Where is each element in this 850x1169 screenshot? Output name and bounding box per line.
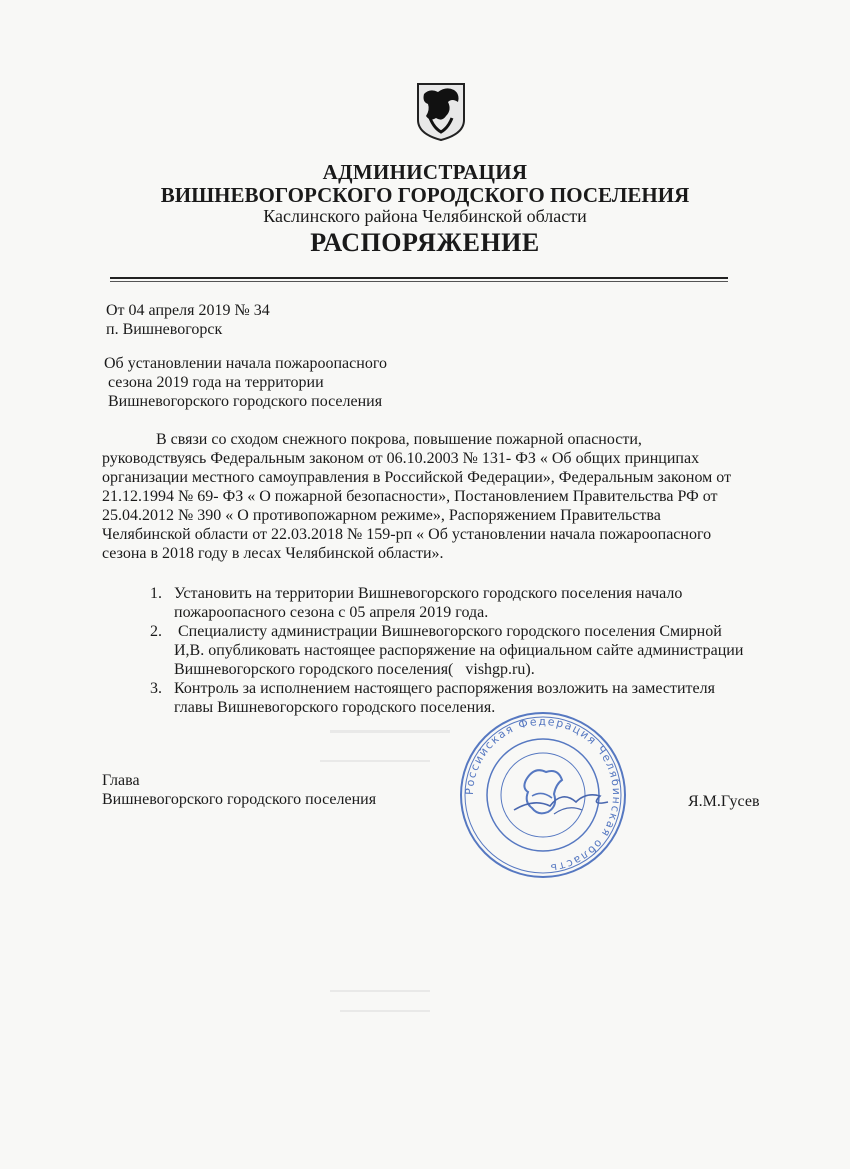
- signer-organization: Вишневогорского городского поселения: [102, 791, 377, 808]
- org-title: АДМИНИСТРАЦИЯ: [322, 160, 528, 184]
- document-type: РАСПОРЯЖЕНИЕ: [310, 228, 540, 257]
- body-line: сезона в 2018 году в лесах Челябинской области».: [102, 545, 444, 562]
- body-line: руководствуясь Федеральным законом от 06.10.2003 № 131- ФЗ « Об общих принципах: [102, 450, 700, 467]
- scan-smudge: [320, 760, 430, 762]
- list-item-line: пожароопасного сезона с 05 апреля 2019 года.: [174, 604, 489, 621]
- list-item: [150, 584, 790, 622]
- scan-smudge: [330, 990, 430, 992]
- header-divider: [110, 277, 728, 279]
- list-item-line: главы Вишневогорского городского поселения.: [174, 699, 496, 716]
- scan-smudge: [330, 730, 450, 733]
- body-line: 25.04.2012 № 390 « О противопожарном режиме», Распоряжением Правительства: [102, 507, 661, 524]
- list-item: [150, 622, 790, 679]
- org-region: Каслинского района Челябинской области: [263, 206, 587, 226]
- list-item-line: Установить на территории Вишневогорского городского поселения начало: [174, 585, 683, 602]
- header-divider-thin: [110, 281, 728, 282]
- subject-line: Об установлении начала пожароопасного: [104, 355, 387, 372]
- document-place: п. Вишневогорск: [106, 321, 223, 338]
- coat-of-arms-logo: [416, 82, 466, 142]
- signer-name: Я.М.Гусев: [688, 793, 760, 810]
- list-item-line: Специалисту администрации Вишневогорского городского поселения Смирной: [174, 623, 722, 640]
- list-item-number: 3.: [150, 680, 162, 697]
- list-item-line: И,В. опубликовать настоящее распоряжение на официальном сайте администрации: [174, 642, 744, 659]
- stamp-outer-text: Российская Федерация Челябинская область: [462, 714, 624, 875]
- document-subject: [104, 354, 387, 411]
- body-line: организации местного самоуправления в Российской Федерации», Федеральным законом от: [102, 469, 732, 486]
- resolution-list: [150, 584, 790, 717]
- list-item-number: 1.: [150, 585, 162, 602]
- list-item-number: 2.: [150, 623, 162, 640]
- subject-line: Вишневогорского городского поселения: [104, 393, 383, 410]
- org-name: ВИШНЕВОГОРСКОГО ГОРОДСКОГО ПОСЕЛЕНИЯ: [160, 183, 690, 207]
- subject-line: сезона 2019 года на территории: [104, 374, 324, 391]
- signer-position: Глава: [102, 772, 140, 789]
- official-seal-stamp: [458, 710, 628, 880]
- body-line: В связи со сходом снежного покрова, повышение пожарной опасности,: [156, 431, 642, 448]
- scan-smudge: [340, 1010, 430, 1012]
- list-item-line: Вишневогорского городского поселения( vishgp.ru).: [174, 661, 535, 678]
- list-item-line: Контроль за исполнением настоящего распоряжения возложить на заместителя: [174, 680, 715, 697]
- body-line: Челябинской области от 22.03.2018 № 159-рп « Об установлении начала пожароопасного: [102, 526, 712, 543]
- document-preamble: [102, 430, 782, 563]
- document-date-number: От 04 апреля 2019 № 34: [106, 302, 270, 319]
- body-line: 21.12.1994 № 69- ФЗ « О пожарной безопасности», Постановлением Правительства РФ от: [102, 488, 718, 505]
